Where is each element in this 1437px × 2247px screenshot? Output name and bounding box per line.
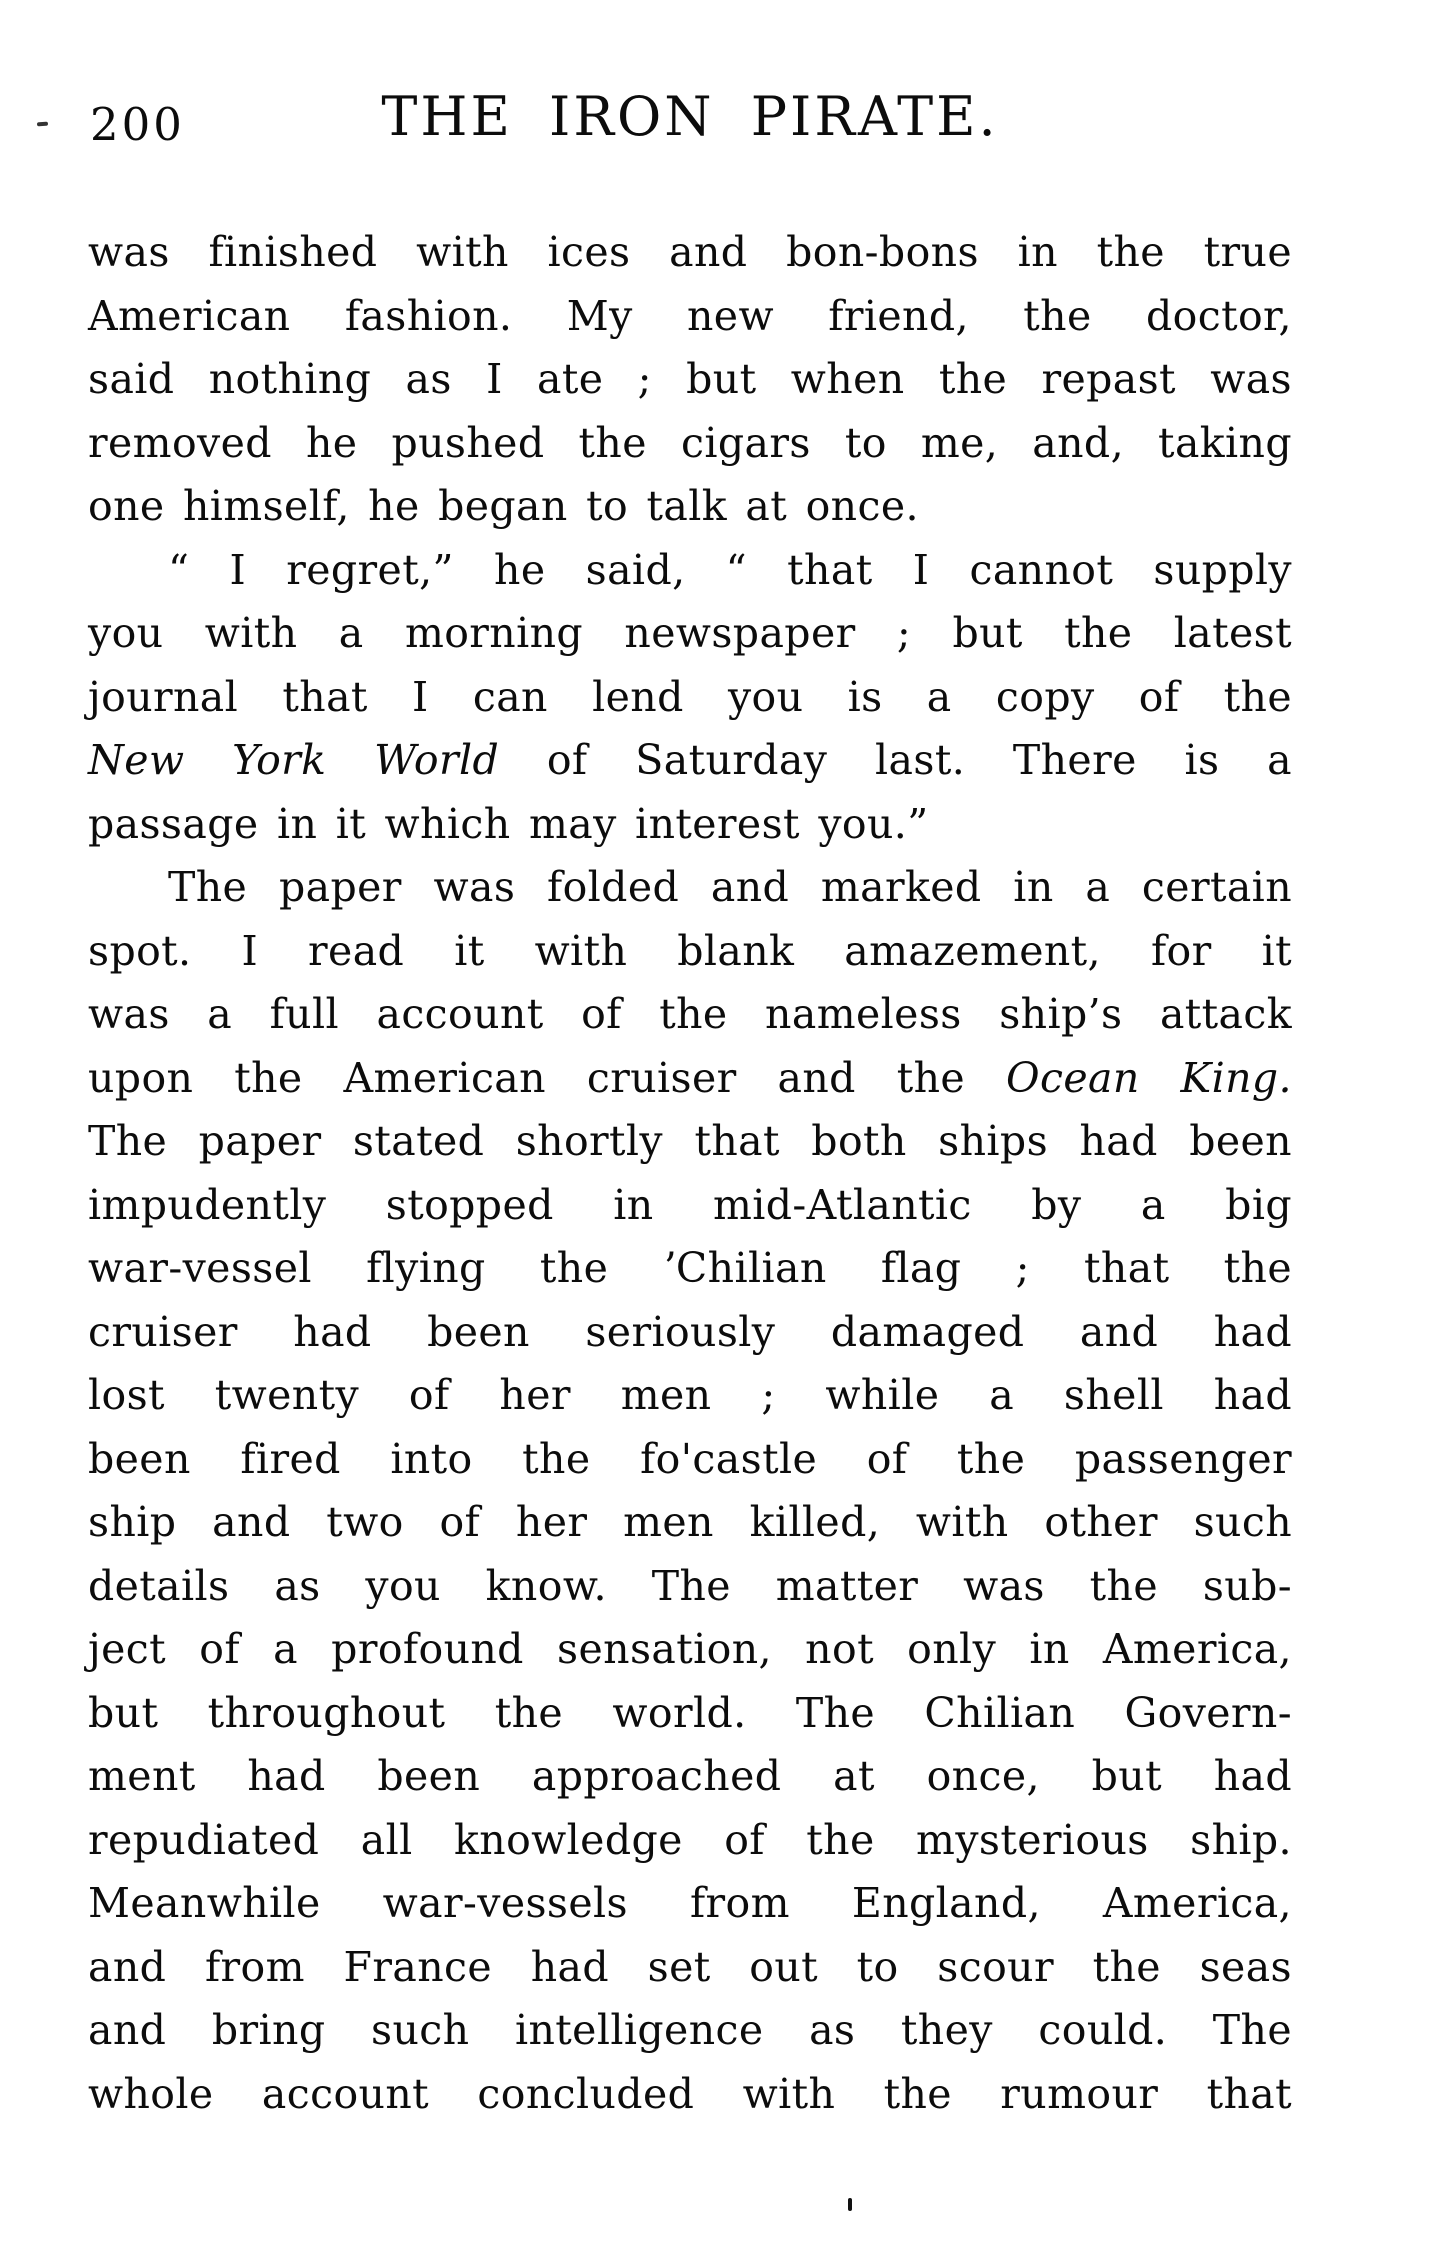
text-line [88,666,1292,730]
text-line [88,285,1292,349]
scan-artifact-dot [848,2198,852,2211]
text-segment: The paper was folded and marked in a certain [168,863,1292,911]
text-line [88,793,1292,857]
text-segment: and from France had set out to scour the seas [88,1942,1292,1991]
scan-artifact-dash [37,122,48,127]
text-line [88,1364,1292,1428]
body-text [88,221,1292,2126]
text-segment: war-vessel flying the ʼChilian flag ; that the [88,1244,1292,1292]
page-number: 200 [90,98,185,151]
text-line [88,1555,1292,1619]
text-segment: but throughout the world. The Chilian Govern- [88,1688,1292,1737]
text-line [88,475,1292,539]
text-segment: passage in it which may interest you.” [88,799,929,848]
text-segment: lost twenty of her men ; while a shell had [88,1371,1292,1419]
text-segment: American fashion. My new friend, the doctor, [88,291,1292,340]
text-line [88,1174,1292,1238]
page-header [88,85,1292,170]
text-segment: Meanwhile war-vessels from England, America, [88,1879,1292,1927]
text-segment: The paper stated shortly that both ships had been [88,1117,1292,1165]
text-line [88,1047,1292,1111]
text-line [88,1110,1292,1174]
text-line [88,1809,1292,1873]
text-segment: repudiated all knowledge of the mysterious ship. [88,1815,1292,1864]
text-segment-italic: Ocean King. [1005,1053,1292,1102]
text-line [88,2063,1292,2127]
text-segment: of Saturday last. There is a [499,736,1292,784]
text-segment: ship and two of her men killed, with other such [88,1498,1292,1546]
text-line [88,729,1292,793]
text-line [88,1428,1292,1492]
text-segment: and bring such intelligence as they could. The [88,2006,1292,2054]
text-line [88,348,1292,412]
text-line [88,1872,1292,1936]
text-segment: journal that I can lend you is a copy of the [88,672,1292,721]
text-segment-italic: New York World [88,736,500,784]
text-line [88,412,1292,476]
text-line [88,221,1292,285]
text-segment: details as you know. The matter was the sub- [88,1561,1292,1610]
text-segment: removed he pushed the cigars to me, and, taking [88,418,1292,467]
text-segment: was a full account of the nameless ship’s attack [88,990,1292,1038]
text-line [88,1936,1292,2000]
text-segment: impudently stopped in mid-Atlantic by a big [88,1180,1292,1229]
text-segment: upon the American cruiser and the [88,1053,1006,1102]
text-segment: one himself, he began to talk at once. [88,482,919,530]
text-segment: spot. I read it with blank amazement, for it [88,926,1292,975]
text-line [88,602,1292,666]
text-segment: cruiser had been seriously damaged and had [88,1307,1292,1356]
text-line [88,1618,1292,1682]
text-line [88,1237,1292,1301]
text-segment: ject of a profound sensation, not only in America, [88,1625,1292,1673]
text-segment: whole account concluded with the rumour that [88,2069,1292,2118]
text-line [88,539,1292,603]
text-line [88,1745,1292,1809]
text-line [88,1682,1292,1746]
text-line [88,1999,1292,2063]
text-segment: was finished with ices and bon-bons in the true [88,228,1292,276]
text-line [88,920,1292,984]
text-segment: ment had been approached at once, but had [88,1752,1292,1800]
text-line [88,1491,1292,1555]
text-segment: said nothing as I ate ; but when the repast was [88,355,1292,403]
text-segment: been fired into the fo'castle of the passenger [88,1434,1292,1483]
text-line [88,983,1292,1047]
text-segment: “ I regret,” he said, “ that I cannot supply [168,545,1292,594]
text-line [88,1301,1292,1365]
running-title: THE IRON PIRATE. [381,85,999,148]
text-segment: you with a morning newspaper ; but the latest [88,609,1292,657]
text-line [88,856,1292,920]
